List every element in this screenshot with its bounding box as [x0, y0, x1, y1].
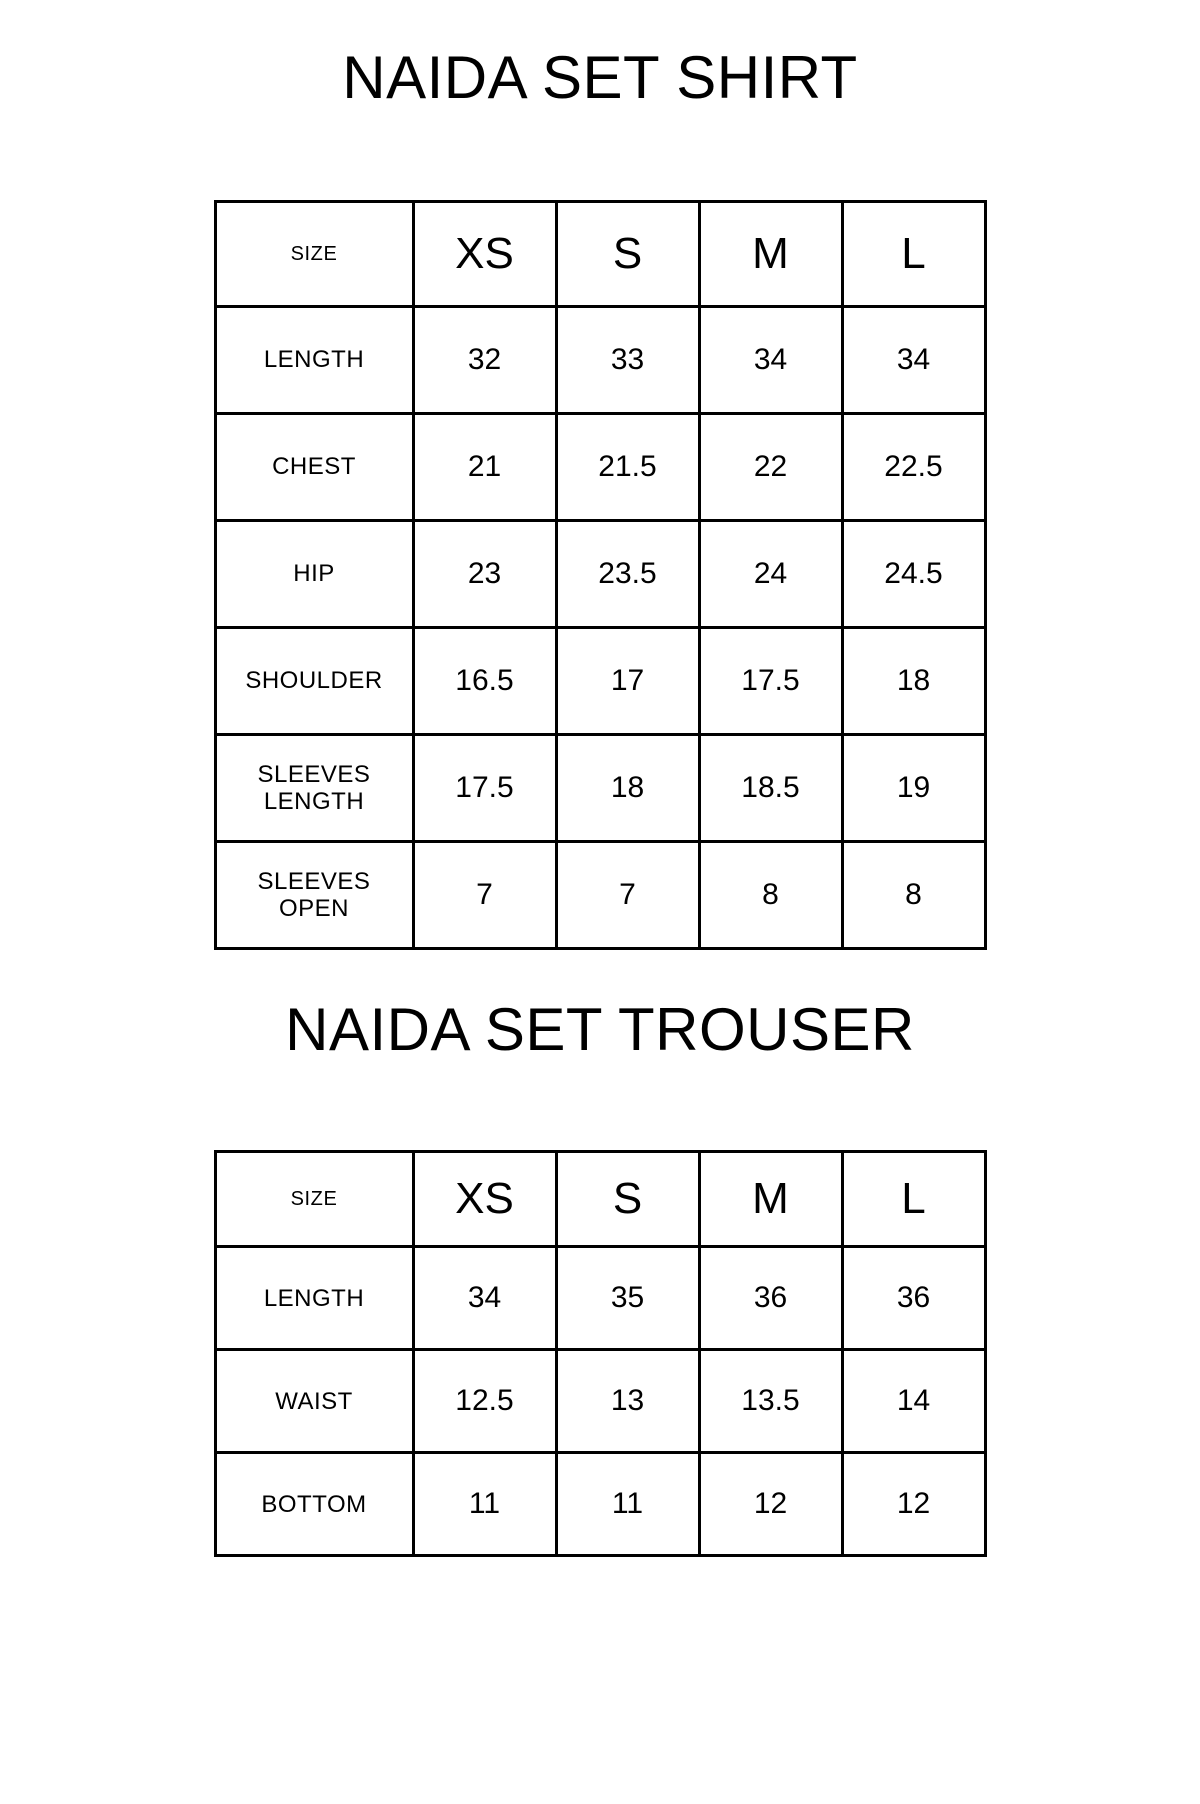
- cell-sleeves-open-l: 8: [842, 842, 985, 949]
- header-cell-s: S: [556, 202, 699, 307]
- cell-shoulder-l: 18: [842, 628, 985, 735]
- cell-length-s: 33: [556, 307, 699, 414]
- row-label-line2: OPEN: [278, 895, 349, 923]
- cell-chest-m: 22: [699, 414, 842, 521]
- cell-waist-xs: 12.5: [413, 1350, 556, 1453]
- cell-waist-s: 13: [556, 1350, 699, 1453]
- table-row: [215, 628, 985, 735]
- trouser-page-title: NAIDA SET TROUSER: [285, 996, 915, 1064]
- cell-waist-m: 13.5: [699, 1350, 842, 1453]
- cell-sleeves-open-m: 8: [699, 842, 842, 949]
- header-cell-m: M: [699, 1152, 842, 1247]
- header-cell-xs: XS: [413, 1152, 556, 1247]
- cell-length-l: 36: [842, 1247, 985, 1350]
- cell-bottom-l: 12: [842, 1453, 985, 1556]
- table-row: [215, 842, 985, 949]
- row-label-chest: CHEST: [215, 414, 413, 521]
- cell-length-s: 35: [556, 1247, 699, 1350]
- cell-shoulder-xs: 16.5: [413, 628, 556, 735]
- row-label-length: LENGTH: [215, 1247, 413, 1350]
- table-row: [215, 521, 985, 628]
- cell-length-m: 36: [699, 1247, 842, 1350]
- row-label-waist: WAIST: [215, 1350, 413, 1453]
- trouser-size-table: [214, 1150, 987, 1557]
- cell-waist-l: 14: [842, 1350, 985, 1453]
- cell-sleeves-length-s: 18: [556, 735, 699, 842]
- cell-hip-m: 24: [699, 521, 842, 628]
- cell-shoulder-s: 17: [556, 628, 699, 735]
- table-row: [215, 414, 985, 521]
- header-cell-size: SIZE: [215, 202, 413, 307]
- cell-hip-l: 24.5: [842, 521, 985, 628]
- row-label-shoulder: SHOULDER: [215, 628, 413, 735]
- table-header-row: [215, 1152, 985, 1247]
- cell-sleeves-open-s: 7: [556, 842, 699, 949]
- header-cell-size: SIZE: [215, 1152, 413, 1247]
- cell-sleeves-length-l: 19: [842, 735, 985, 842]
- shirt-size-table: [214, 200, 987, 950]
- cell-bottom-xs: 11: [413, 1453, 556, 1556]
- cell-length-l: 34: [842, 307, 985, 414]
- table-row: [215, 1350, 985, 1453]
- cell-bottom-m: 12: [699, 1453, 842, 1556]
- table-row: [215, 735, 985, 842]
- cell-sleeves-length-m: 18.5: [699, 735, 842, 842]
- header-cell-m: M: [699, 202, 842, 307]
- header-cell-l: L: [842, 202, 985, 307]
- table-row: [215, 1247, 985, 1350]
- row-label-length: LENGTH: [215, 307, 413, 414]
- header-cell-s: S: [556, 1152, 699, 1247]
- table-header-row: [215, 202, 985, 307]
- row-label-line1: SLEEVES: [257, 760, 371, 788]
- cell-length-xs: 32: [413, 307, 556, 414]
- row-label-sleeves-length: [215, 735, 413, 842]
- cell-bottom-s: 11: [556, 1453, 699, 1556]
- header-cell-l: L: [842, 1152, 985, 1247]
- row-label-line2: LENGTH: [263, 788, 365, 816]
- cell-chest-s: 21.5: [556, 414, 699, 521]
- cell-chest-xs: 21: [413, 414, 556, 521]
- cell-hip-s: 23.5: [556, 521, 699, 628]
- row-label-sleeves-open: [215, 842, 413, 949]
- table-row: [215, 307, 985, 414]
- cell-shoulder-m: 17.5: [699, 628, 842, 735]
- row-label-hip: HIP: [215, 521, 413, 628]
- cell-length-xs: 34: [413, 1247, 556, 1350]
- cell-hip-xs: 23: [413, 521, 556, 628]
- cell-sleeves-length-xs: 17.5: [413, 735, 556, 842]
- header-cell-xs: XS: [413, 202, 556, 307]
- row-label-line1: SLEEVES: [257, 867, 371, 895]
- cell-chest-l: 22.5: [842, 414, 985, 521]
- table-row: [215, 1453, 985, 1556]
- cell-length-m: 34: [699, 307, 842, 414]
- shirt-page-title: NAIDA SET SHIRT: [342, 44, 858, 111]
- row-label-bottom: BOTTOM: [215, 1453, 413, 1556]
- cell-sleeves-open-xs: 7: [413, 842, 556, 949]
